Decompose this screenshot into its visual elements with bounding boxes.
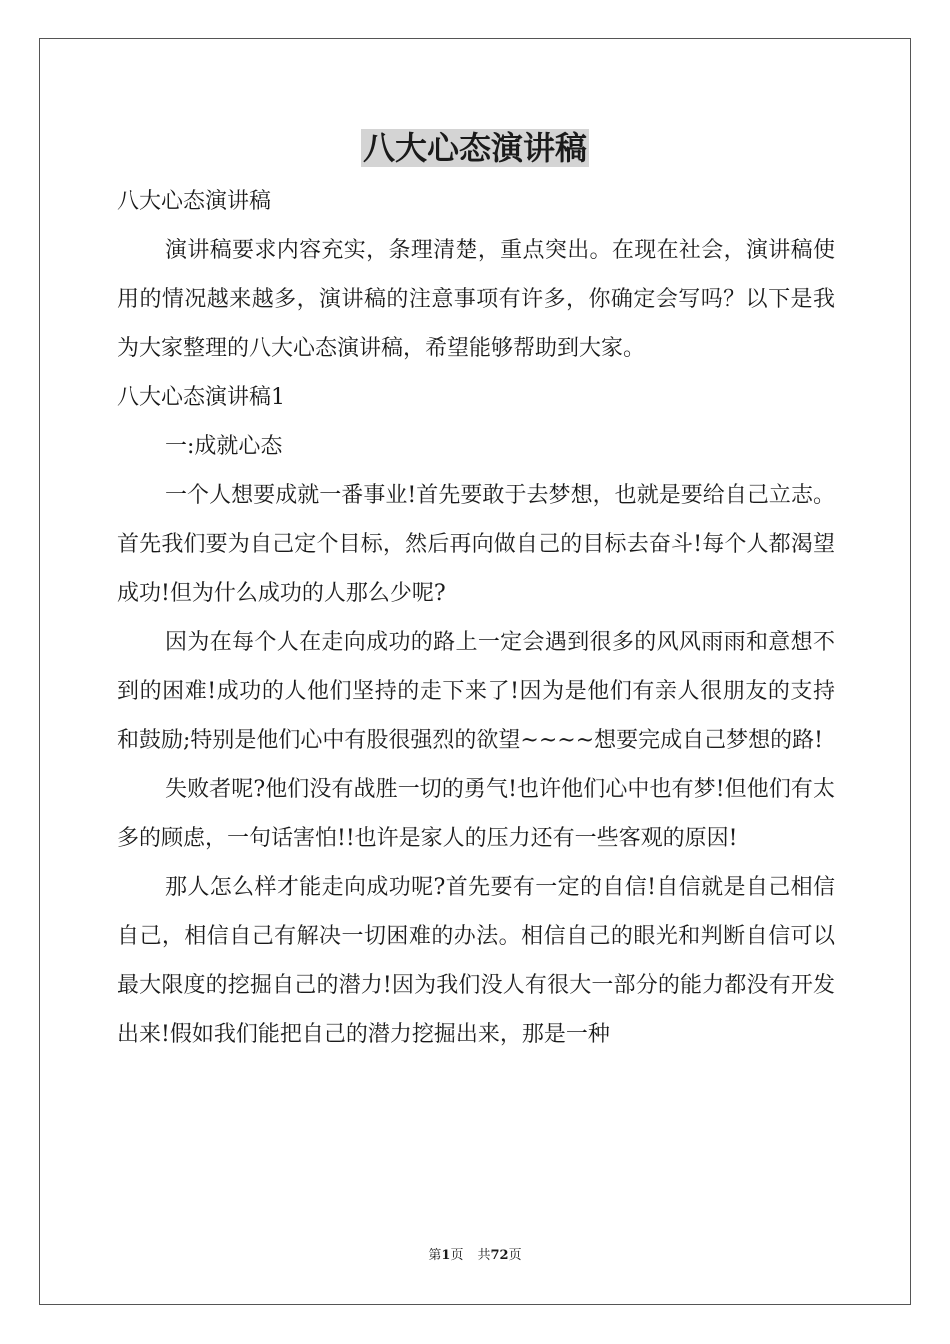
- total-suffix: 页: [508, 1248, 522, 1263]
- page-footer: [0, 1247, 950, 1265]
- document-title: [0, 128, 950, 168]
- document-body: [117, 177, 835, 1059]
- paragraph: 一:成就心态: [165, 434, 283, 459]
- page-number: 1: [441, 1248, 451, 1263]
- page-suffix: 页: [450, 1248, 464, 1263]
- paragraph: 演讲稿要求内容充实，条理清楚，重点突出。在现在社会，演讲稿使用的情况越来越多，演讲稿的注意事项有许多，你确定会写吗？以下是我为大家整理的八大心态演讲稿，希望能够帮助到大家。: [117, 238, 835, 361]
- document-title-text: 八大心态演讲稿: [362, 129, 587, 167]
- paragraph: 一个人想要成就一番事业!首先要敢于去梦想，也就是要给自己立志。首先我们要为自己定个目标，然后再向做自己的目标去奋斗!每个人都渴望成功!但为什么成功的人那么少呢?: [117, 483, 835, 606]
- paragraph: 八大心态演讲稿: [117, 189, 272, 214]
- paragraph: 八大心态演讲稿1: [117, 385, 285, 410]
- paragraph: 因为在每个人在走向成功的路上一定会遇到很多的风风雨雨和意想不到的困难!成功的人他们坚持的走下来了!因为是他们有亲人很朋友的支持和鼓励;特别是他们心中有股很强烈的欲望~~~~想要完成自己梦想的路!: [117, 630, 835, 753]
- page-prefix: 第: [428, 1248, 442, 1263]
- paragraph: 那人怎么样才能走向成功呢?首先要有一定的自信!自信就是自己相信自己，相信自己有解决一切困难的办法。相信自己的眼光和判断自信可以最大限度的挖掘自己的潜力!因为我们没人有很大一部分的能力都没有开发出来!假如我们能把自己的潜力挖掘出来，那是一种: [117, 875, 835, 1047]
- total-pages: 72: [490, 1248, 509, 1263]
- total-prefix: 共: [477, 1248, 491, 1263]
- paragraph: 失败者呢?他们没有战胜一切的勇气!也许他们心中也有梦!但他们有太多的顾虑，一句话害怕!!也许是家人的压力还有一些客观的原因!: [117, 777, 835, 851]
